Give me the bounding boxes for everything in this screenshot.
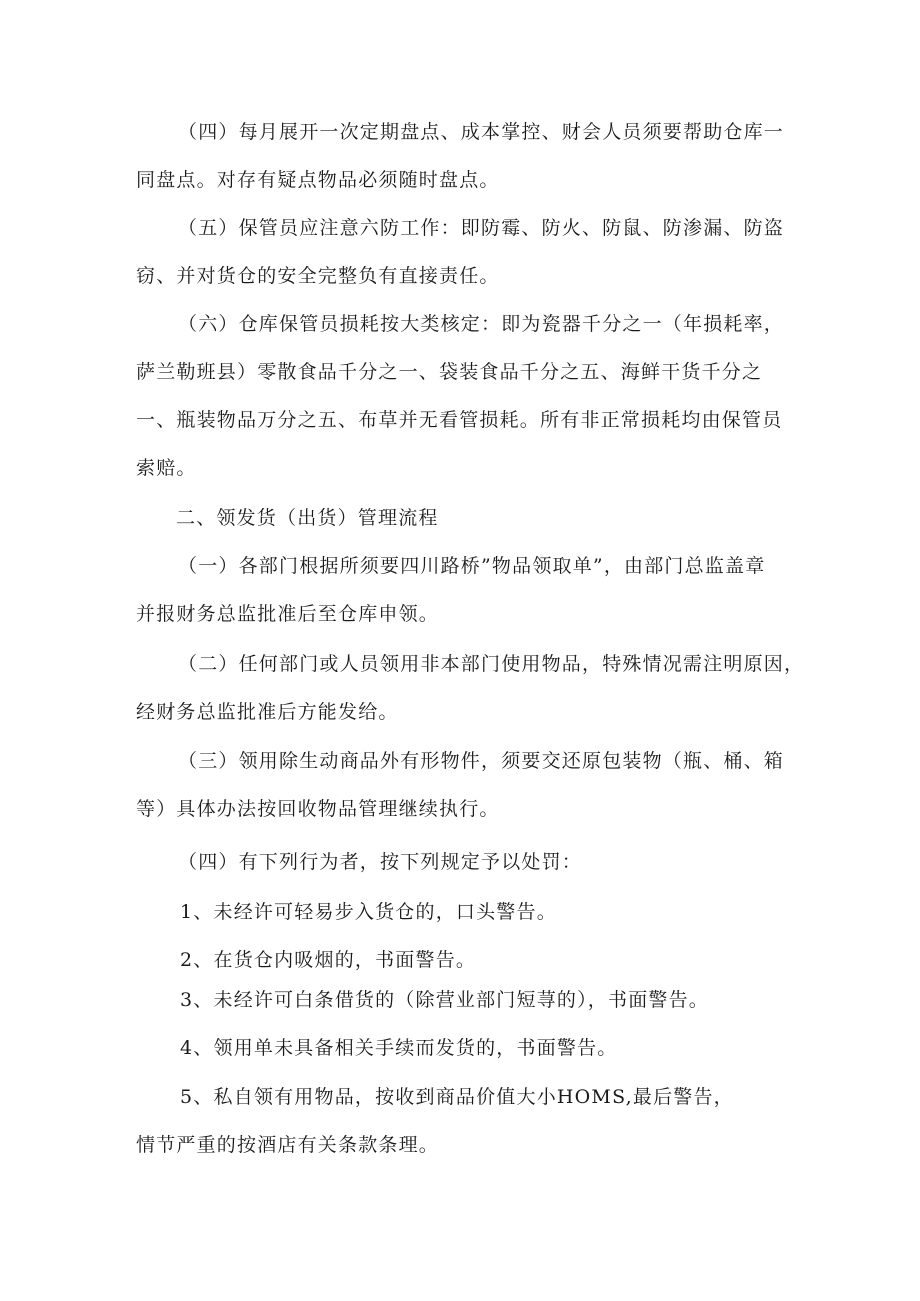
text-line: （二）任何部门或人员领用非本部门使用物品，特殊情况需注明原因， [178,653,805,675]
text-line: 萨兰勒班县）零散食品千分之一、袋装食品千分之五、海鲜干货千分之 [136,361,763,383]
paragraph-packaging-return [136,737,796,833]
paragraph-requisition-form [136,542,796,638]
text-line: （三）领用除生动商品外有形物件，须要交还原包装物（瓶、桶、箱 [178,750,785,772]
text-line: （五）保管员应注意六防工作：即防霉、防火、防鼠、防渗漏、防盗 [178,217,785,239]
paragraph-cross-department [136,640,805,736]
paragraph-loss-rates [136,300,796,492]
text-line: 一、瓶装物品万分之五、布草并无看管损耗。所有非正常损耗均由保管员 [136,409,783,431]
text-line: （四）每月展开一次定期盘点、成本掌控、财会人员须要帮助仓库一 [178,121,785,143]
text-line: 窃、并对货仓的安全完整负有直接责任。 [136,265,500,287]
penalty-item-1 [136,888,796,936]
text-line: 4、领用单未具备相关手续而发货的，书面警告。 [180,1037,618,1059]
paragraph-six-protections [136,204,796,300]
text-line: （六）仓库保管员损耗按大类核定：即为瓷器千分之一（年损耗率， [178,313,785,335]
section-heading-text: 二、领发货（出货）管理流程 [176,507,439,529]
penalty-item-4 [136,1024,796,1072]
text-line: 并报财务总监批准后至仓库申领。 [136,603,440,625]
penalty-item-3 [136,976,796,1024]
paragraph-inventory-check [136,108,796,204]
paragraph-penalties-intro [136,838,796,886]
text-line: （四）有下列行为者，按下列规定予以处罚： [178,851,583,873]
text-line: 2、在货仓内吸烟的，书面警告。 [180,949,477,971]
text-line: 5、私自领有用物品，按收到商品价值大小HOMS,最后警告， [180,1086,734,1108]
section-heading [136,494,796,542]
text-line: 索赔。 [136,457,197,479]
text-line: 等）具体办法按回收物品管理继续执行。 [136,798,500,820]
text-line: 情节严重的按酒店有关条款条理。 [136,1134,440,1156]
text-line: （一）各部门根据所须要四川路桥”物品领取单”，由部门总监盖章 [178,555,766,577]
penalty-item-5 [136,1073,796,1169]
text-line: 经财务总监批准后方能发给。 [136,701,399,723]
text-line: 3、未经许可白条借货的（除营业部门短荨的），书面警告。 [180,989,709,1011]
text-line: 1、未经许可轻易步入货仓的，口头警告。 [180,901,557,923]
text-line: 同盘点。对存有疑点物品必须随时盘点。 [136,169,500,191]
